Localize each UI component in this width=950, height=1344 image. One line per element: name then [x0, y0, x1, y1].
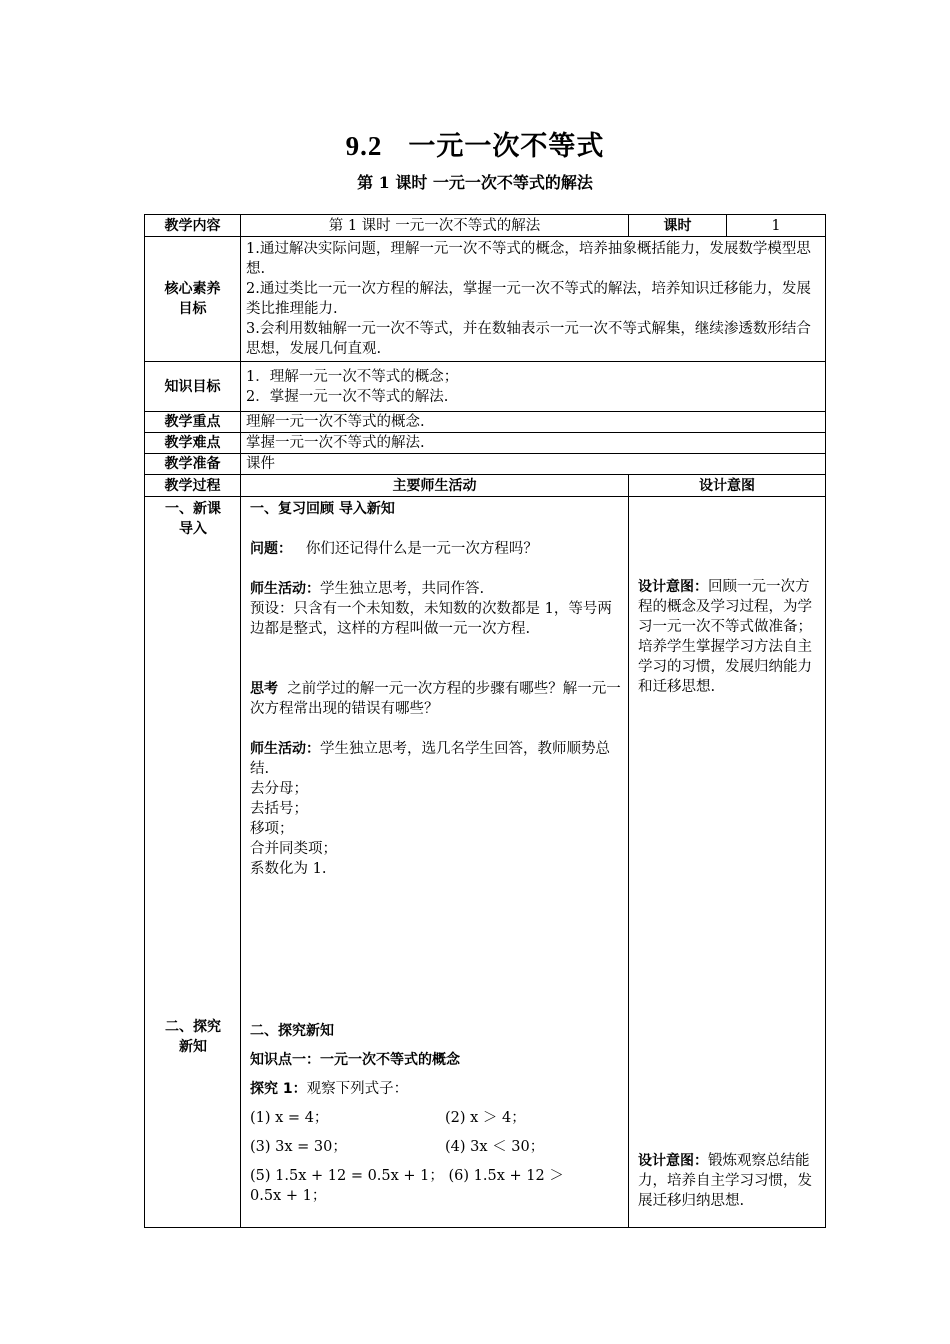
core-row [145, 237, 826, 362]
knowledge-row [145, 362, 826, 412]
focus-value: 理解一元一次不等式的概念. [241, 412, 826, 433]
s1-step: 系数化为 1. [250, 861, 327, 877]
s1-step: 去分母； [250, 781, 308, 797]
focus-row [145, 412, 826, 433]
difficulty-label: 教学难点 [145, 433, 241, 454]
equation: (3) 3x = 30； [250, 1139, 347, 1155]
hours-label: 课时 [629, 215, 727, 237]
equation: 0.5x + 1； [250, 1188, 327, 1204]
knowledge-label: 知识目标 [145, 362, 241, 412]
s2-point: 知识点一：一元一次不等式的概念 [250, 1052, 460, 1068]
page-subtitle: 第 1 课时 一元一次不等式的解法 [357, 173, 593, 192]
difficulty-value: 掌握一元一次不等式的解法. [241, 433, 826, 454]
stage2-label: 二、探究新知 [165, 1019, 221, 1055]
prep-label: 教学准备 [145, 454, 241, 475]
knowledge-items [241, 362, 826, 412]
equation-row [250, 1137, 623, 1157]
content-row [145, 215, 826, 237]
prep-value: 课件 [241, 454, 826, 475]
content-value: 第 1 课时 一元一次不等式的解法 [241, 215, 629, 237]
equation: (5) 1.5x + 12 = 0.5x + 1； (6) 1.5x + 12 ＞ [250, 1168, 564, 1184]
core-item: 1.通过解决实际问题，理解一元一次不等式的概念，培养抽象概括能力，发展数学模型思想. [246, 241, 811, 277]
section-number: 9.2 [345, 131, 383, 161]
s1-heading: 一、复习回顾 导入新知 [250, 501, 395, 517]
section-title: 一元一次不等式 [408, 131, 605, 162]
knowledge-item: 1．理解一元一次不等式的概念； [246, 368, 459, 385]
intent1: 设计意图：回顾一元一次方程的概念及学习过程，为学习一元一次不等式做准备；培养学生掌握学习方法自主学习的习惯，发展归纳能力和迁移思想. [638, 579, 812, 695]
intent-col-header: 设计意图 [629, 475, 826, 497]
prep-row [145, 454, 826, 475]
activity-col-header: 主要师生活动 [241, 475, 629, 497]
equation: (2) x ＞ 4； [445, 1110, 526, 1126]
hours-value: 1 [727, 215, 826, 237]
core-label: 核心素养目标 [145, 237, 241, 362]
s1-step: 去括号； [250, 801, 308, 817]
stage-column [145, 497, 241, 1228]
s1-think: 思考 之前学过的解一元一次方程的步骤有哪些？解一元一次方程常出现的错误有哪些？ [250, 681, 621, 717]
equation: (1) x = 4； [250, 1110, 329, 1126]
core-item: 3.会利用数轴解一元一次不等式，并在数轴表示一元一次不等式解集，继续渗透数形结合思想，发展几何直观. [246, 321, 811, 357]
intent-column [629, 497, 826, 1228]
s1-question: 问题： 你们还记得什么是一元一次方程吗？ [250, 541, 538, 557]
knowledge-item: 2．掌握一元一次不等式的解法. [246, 388, 449, 405]
difficulty-row [145, 433, 826, 454]
content-label: 教学内容 [145, 215, 241, 237]
stage1-label: 一、新课导入 [165, 501, 221, 537]
equation: (4) 3x ＜ 30； [445, 1139, 545, 1155]
focus-label: 教学重点 [145, 412, 241, 433]
s1-step: 移项； [250, 821, 294, 837]
page-title [0, 124, 950, 163]
s2-explore: 探究 1：观察下列式子： [250, 1081, 409, 1097]
s1-activity2: 师生活动：学生独立思考，选几名学生回答，教师顺势总结. [250, 741, 610, 777]
intent2: 设计意图：锻炼观察总结能力，培养自主学习习惯，发展迁移归纳思想. [638, 1153, 812, 1209]
process-header-row [145, 475, 826, 497]
s2-heading: 二、探究新知 [250, 1023, 334, 1039]
activity-column [241, 497, 629, 1228]
s1-preset: 预设：只含有一个未知数，未知数的次数都是 1，等号两边都是整式，这样的方程叫做一元一次方程. [250, 601, 612, 637]
lesson-plan-table [144, 214, 826, 1228]
equation-row [250, 1108, 623, 1128]
core-items [241, 237, 826, 362]
core-item: 2.通过类比一元一次方程的解法，掌握一元一次不等式的解法，培养知识迁移能力，发展类比推理能力. [246, 281, 811, 317]
process-body-row [145, 497, 826, 1228]
s1-activity: 师生活动：学生独立思考，共同作答. [250, 581, 485, 597]
s1-step: 合并同类项； [250, 841, 337, 857]
process-col-header: 教学过程 [145, 475, 241, 497]
